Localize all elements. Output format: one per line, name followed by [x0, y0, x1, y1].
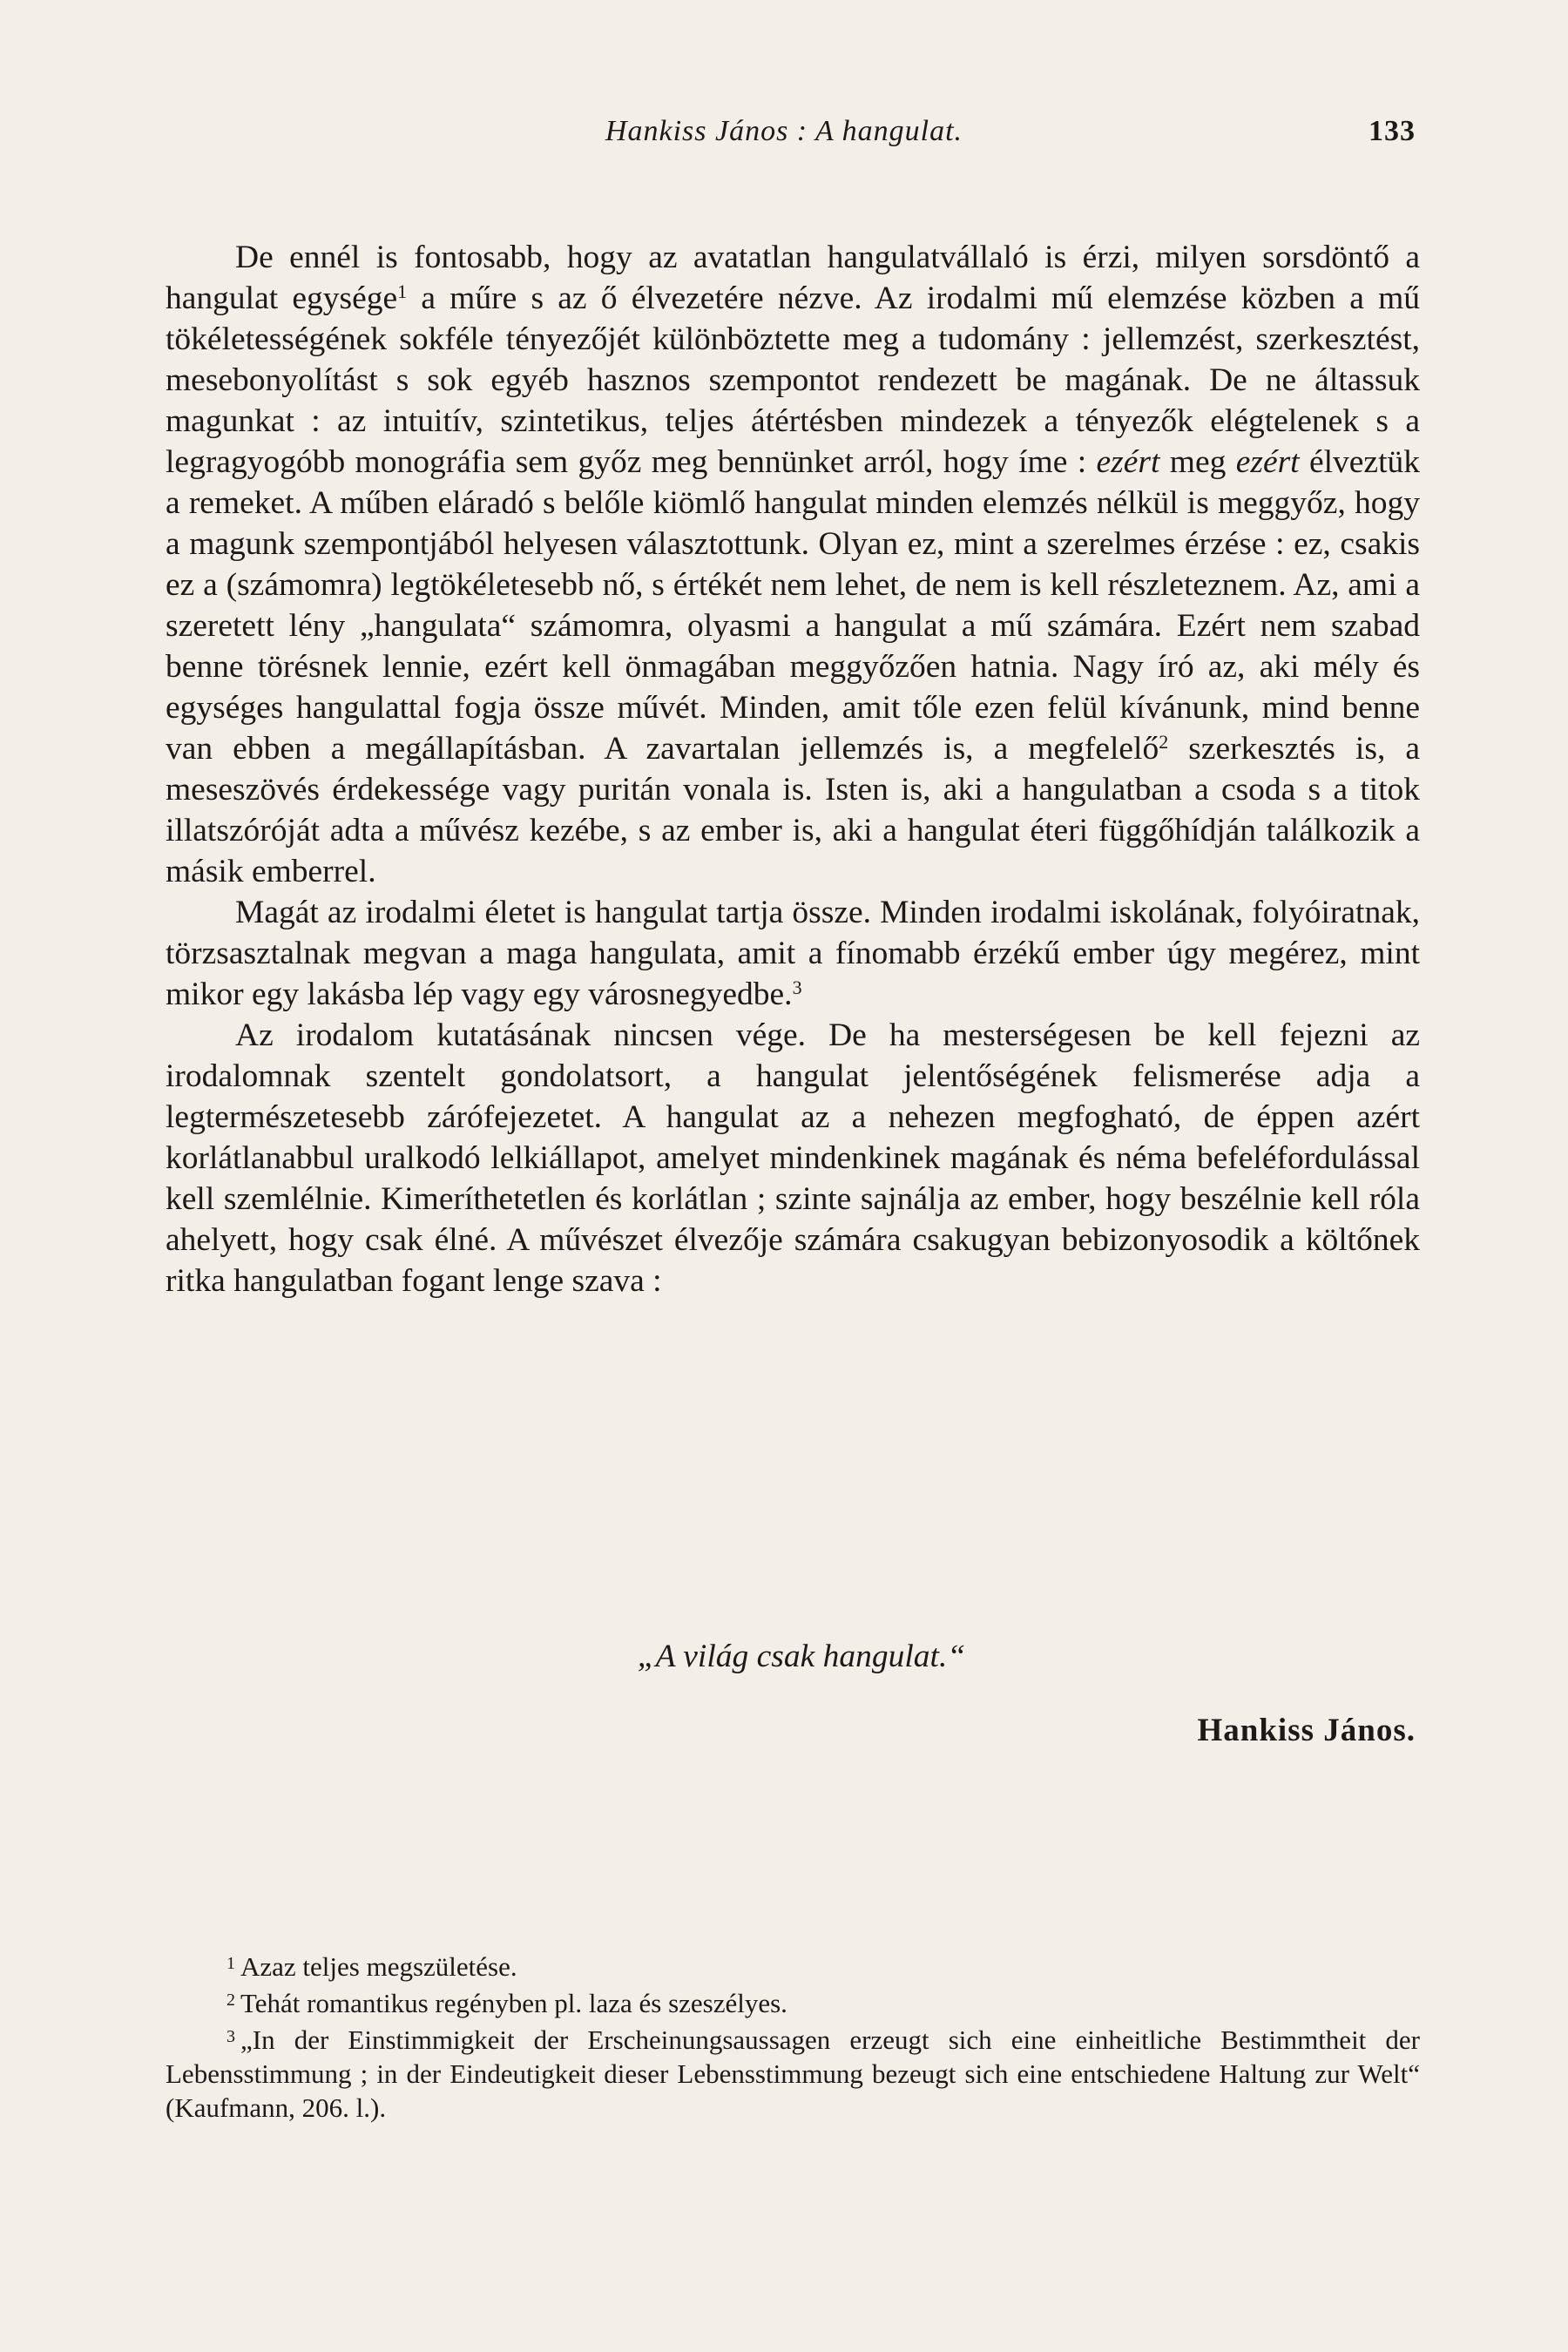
footnote-1-mark: 1 — [226, 1954, 235, 1973]
footnote-ref-1: 1 — [397, 280, 408, 302]
paragraph-1-part-b: a műre s az ő élvezetére nézve. Az irodalmi mű elemzése közben a mű tökéletességének sokféle tényezőjét különböztette meg a tudomány : jellemzést, szerkesztést, mesebonyolítást s sok egyéb hasznos szempontot rendezett be magának. De ne áltassuk magunkat : az intuitív, szintetikus, teljes átértésben mindezek a tényezők elégtelenek s a legragyogóbb monográfia sem győz meg bennünket arról, hogy íme : — [166, 280, 1421, 480]
footnote-3-text: „In der Einstimmigkeit der Erscheinungsaussagen erzeugt sich eine einheitliche Bestimmtheit der Lebensstimmung ; in der Eindeutigkeit dieser Lebensstimmung bezeugt sich eine entschiedene Haltung zur Welt“ (Kaufmann, 206. l.). — [166, 2024, 1420, 2123]
emphasis-ezert-1: ezért — [1096, 444, 1160, 480]
paragraph-1-part-a: De ennél is fontosabb, hogy az avatatlan hangulatvállaló is érzi, milyen sorsdöntő a hangulat egysége — [166, 240, 1420, 316]
closing-verse: „A világ csak hangulat.“ — [637, 1639, 966, 1674]
footnote-1-text: Azaz teljes megszületése. — [240, 1951, 517, 1982]
emphasis-ezert-2: ezért — [1235, 444, 1300, 480]
footnote-1 — [166, 1947, 1420, 1984]
paragraph-2 — [166, 892, 1420, 1015]
paragraph-2-text: Magát az irodalmi életet is hangulat tartja össze. Minden irodalmi iskolának, folyóiratnak, törzsasztalnak megvan a maga hangulata, amit a fínomabb érzékű ember úgy megérez, mint mikor egy lakásba lép vagy egy városnegyedbe. — [166, 895, 1420, 1012]
page-number: 133 — [1369, 115, 1416, 147]
footnote-2-text: Tehát romantikus regényben pl. laza és szeszélyes. — [240, 1988, 787, 2018]
footnote-ref-3: 3 — [792, 977, 802, 998]
paragraph-3: Az irodalom kutatásának nincsen vége. De ha mesterségesen be kell fejezni az irodalomnak szentelt gondolatsort, a hangulat jelentőségének felismerése adja a legtermészetesebb zárófejezetet. A hangulat az a nehezen megfogható, de éppen azért korlátlanabbul uralkodó lelkiállapot, amelyet mindenkinek magának és néma befeléfordulással kell szemlélnie. Kimeríthetetlen és korlátlan ; szinte sajnálja az ember, hogy beszélnie kell róla ahelyett, hogy csak élné. A művészet élvezője számára csakugyan bebizonyosodik a költőnek ritka hangulatban fogant lenge szava : — [166, 1017, 1420, 1299]
author-signature: Hankiss János. — [1197, 1713, 1416, 1748]
paragraph-1-part-d: élveztük a remeket. A műben eláradó s belőle kiömlő hangulat minden elemzés nélkül is meggyőz, hogy a magunk szempontjából helyesen választottunk. Olyan ez, mint a szerelmes érzése : ez, csakis ez a (számomra) legtökéletesebb nő, s értékét nem lehet, de nem is kell részleteznem. Az, ami a szeretett lény „hangulata“ számomra, olyasmi a hangulat a mű számára. Ezért nem szabad benne törésnek lennie, ezért kell önmagában meggyőzően hatnia. Nagy író az, aki mély és egységes hangulattal fogja össze művét. Minden, amit tőle ezen felül kívánunk, mind benne van ebben a megállapításban. A zavartalan jellemzés is, a megfelelő — [166, 444, 1420, 767]
footnote-3-mark: 3 — [226, 2027, 235, 2046]
footnotes — [166, 1947, 1420, 2125]
paragraph-1-part-e: szerkesztés is, a meseszövés érdekessége vagy puritán vonala is. Isten is, aki a hangulatban a csoda s a titok illatszóróját adta a művész kezébe, s az ember is, aki a hangulat éteri függőhídján találkozik a másik emberrel. — [166, 731, 1420, 889]
body-text — [166, 237, 1420, 1301]
footnote-ref-2: 2 — [1159, 731, 1169, 753]
paragraph-1 — [166, 237, 1420, 892]
footnote-3 — [166, 2020, 1420, 2125]
running-head — [0, 115, 1568, 159]
paragraph-1-part-c: meg — [1159, 444, 1236, 480]
footnote-2 — [166, 1984, 1420, 2020]
footnote-2-mark: 2 — [226, 1990, 235, 2010]
running-title: Hankiss János : A hangulat. — [605, 115, 963, 147]
